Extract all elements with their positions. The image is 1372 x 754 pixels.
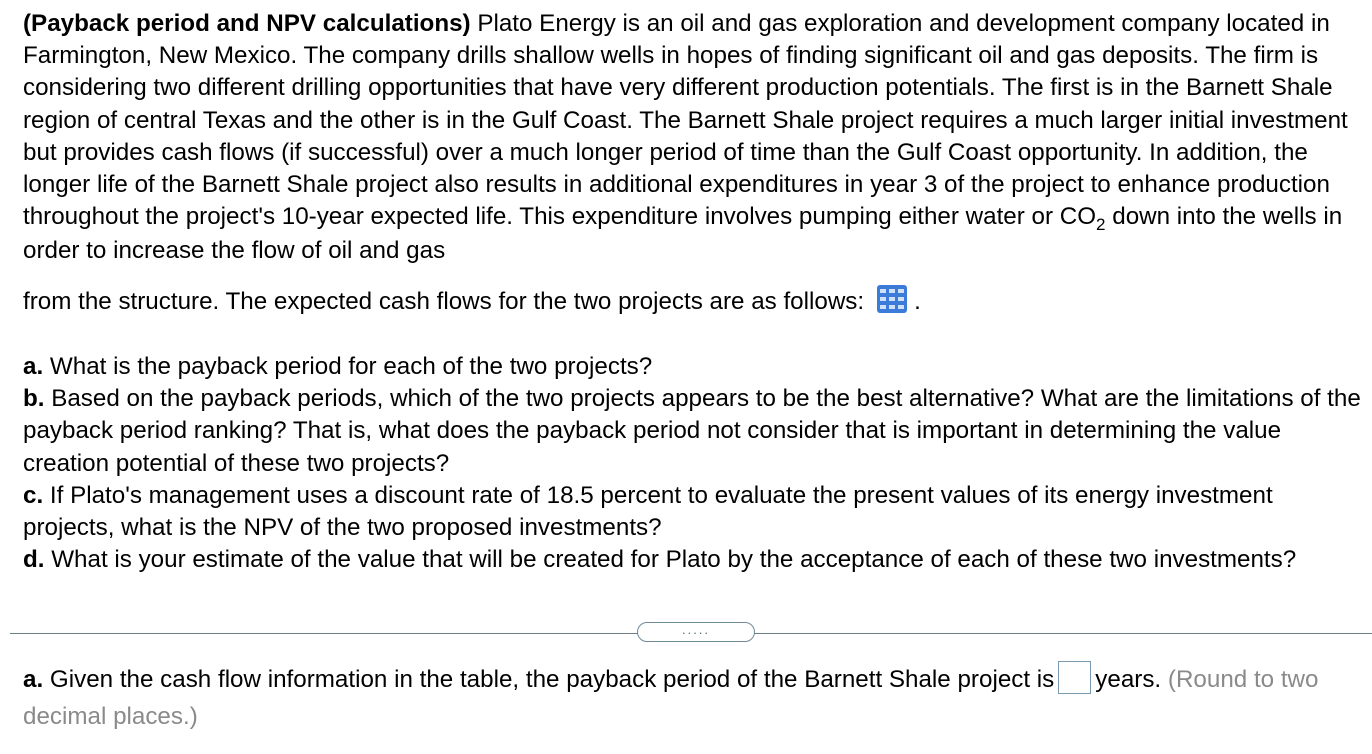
table-grid-icon[interactable]: [876, 284, 908, 314]
problem-statement: [23, 8, 1363, 318]
payback-period-input[interactable]: [1058, 661, 1091, 694]
answer-unit: years.: [1095, 666, 1162, 693]
question-text: If Plato's management uses a discount rate of 18.5 percent to evaluate the present values of its energy investment projects, what is the NPV of the two proposed investments?: [23, 481, 1273, 542]
question-text: What is your estimate of the value that will be created for Plato by the acceptance of each of these two investments?: [44, 546, 1297, 574]
question-b: [23, 383, 1363, 480]
problem-intro-continued: down into the wells in order to increase the flow of oil and gas: [23, 203, 1343, 265]
answer-letter: a.: [23, 666, 44, 693]
question-letter: c.: [23, 481, 44, 509]
question-letter: b.: [23, 385, 45, 413]
question-d: [23, 544, 1363, 576]
question-text: What is the payback period for each of the two projects?: [43, 353, 653, 380]
co2-subscript: 2: [1096, 215, 1106, 235]
answer-part-a: [23, 661, 1368, 735]
answer-prompt: Given the cash flow information in the table, the payback period of the Barnett Shale project is: [43, 666, 1055, 693]
expand-collapse-button[interactable]: .....: [637, 622, 755, 642]
table-reference-line: [23, 286, 1363, 318]
problem-intro: Plato Energy is an oil and gas exploration and development company located in Farmington, New Mexico. The company drills shallow wells in hopes of finding significant oil and gas deposits. The firm is considering two different drilling opportunities that have very different production potentials. The first is in the Barnett Shale region of central Texas and the other is in the Gulf Coast. The Barnett Shale project requires a much larger initial investment but provides cash flows (if successful) over a much longer period of time than the Gulf Coast opportunity. In addition, the longer life of the Barnett Shale project also results in additional expenditures in year 3 of the project to enhance production throughout the project's 10-year expected life. This expenditure involves pumping either water or CO: [23, 10, 1348, 231]
question-a: [23, 351, 1363, 383]
question-letter: d.: [23, 546, 45, 574]
table-reference-text: from the structure. The expected cash flows for the two projects are as follows:: [23, 287, 865, 315]
question-letter: a.: [23, 353, 44, 380]
rounding-hint: (Round to two decimal places.): [23, 666, 1319, 730]
table-reference-period: .: [914, 287, 921, 315]
problem-title: (Payback period and NPV calculations): [23, 10, 471, 37]
question-c: [23, 480, 1363, 544]
question-list: [23, 351, 1363, 576]
question-text: Based on the payback periods, which of the two projects appears to be the best alternative? What are the limitations of the payback period ranking? That is, what does the payback period not consider that is important in determining the value creation potential of these two projects?: [23, 385, 1361, 477]
